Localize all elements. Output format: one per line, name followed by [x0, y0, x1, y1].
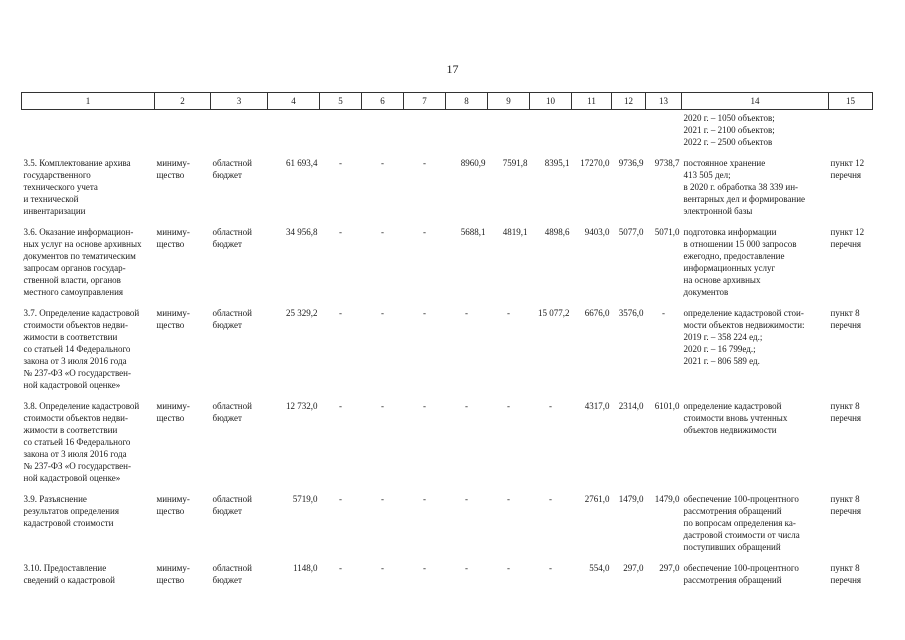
value-cell: - — [465, 494, 468, 504]
column-header: 13 — [646, 93, 682, 110]
value-cell: - — [381, 227, 384, 237]
value-cell: - — [549, 401, 552, 411]
activity-cell: 3.9. Разъяснение результатов определения кадастровой стоимости — [23, 494, 119, 528]
value-cell: 6101,0 — [654, 401, 680, 411]
reference-cell: пункт 8 перечня — [830, 308, 862, 330]
value-cell: - — [662, 308, 665, 318]
value-cell: - — [549, 494, 552, 504]
column-header: 15 — [829, 93, 873, 110]
result-cell: подготовка информации в отношении 15 000 запросов ежегодно, предоставление информационных услуг на основе архивных документов — [683, 227, 797, 297]
activity-cell: 3.5. Комплектование архива государственного технического учета и технической инвентаризации — [23, 158, 131, 216]
continuation-row — [22, 110, 873, 149]
value-cell: - — [507, 401, 510, 411]
value-cell: 4819,1 — [502, 227, 528, 237]
value-cell: - — [423, 158, 426, 168]
value-cell: 8960,9 — [460, 158, 486, 168]
table-row — [22, 553, 873, 586]
value-cell: 297,0 — [623, 563, 644, 573]
reference-cell: пункт 8 перечня — [830, 494, 862, 516]
value-cell: - — [423, 401, 426, 411]
executor-cell: миниму- щество — [156, 494, 190, 516]
value-cell: - — [381, 158, 384, 168]
reference-cell: пункт 8 перечня — [830, 401, 862, 423]
column-header: 14 — [682, 93, 829, 110]
value-cell: 9738,7 — [654, 158, 680, 168]
column-number-row — [22, 93, 873, 110]
source-cell: областной бюджет — [212, 308, 252, 330]
column-header: 11 — [572, 93, 612, 110]
table-row — [22, 148, 873, 217]
value-cell: 9403,0 — [584, 227, 610, 237]
total-cell: 1148,0 — [293, 563, 318, 573]
total-cell: 25 329,2 — [286, 308, 318, 318]
value-cell: 5071,0 — [654, 227, 680, 237]
reference-cell: пункт 12 перечня — [830, 158, 865, 180]
total-cell: 12 732,0 — [286, 401, 318, 411]
activity-cell: 3.10. Предоставление сведений о кадастровой — [23, 563, 115, 585]
value-cell: 297,0 — [659, 563, 680, 573]
value-cell: 1479,0 — [618, 494, 644, 504]
value-cell: - — [381, 563, 384, 573]
table-row — [22, 484, 873, 553]
value-cell: - — [339, 563, 342, 573]
column-header: 6 — [362, 93, 404, 110]
value-cell: - — [339, 494, 342, 504]
value-cell: 9736,9 — [618, 158, 644, 168]
total-cell: 34 956,8 — [286, 227, 318, 237]
value-cell: - — [339, 401, 342, 411]
value-cell: - — [339, 158, 342, 168]
program-table — [21, 92, 873, 586]
source-cell: областной бюджет — [212, 158, 252, 180]
value-cell: 4898,6 — [544, 227, 570, 237]
value-cell: 5688,1 — [460, 227, 486, 237]
reference-cell: пункт 12 перечня — [830, 227, 865, 249]
column-header: 1 — [22, 93, 155, 110]
activity-cell: 3.8. Определение кадастровой стоимости объектов недви- жимости в соответствии со статьей 16 Федерального закона от 3 июля 2016 года № 237-ФЗ «О государствен- ной кадастровой оценке» — [23, 401, 140, 483]
result-cell: обеспечение 100-процентного рассмотрения обращений по вопросам определения ка- дастровой стоимости от числа поступивших обращений — [683, 494, 800, 552]
table-row — [22, 391, 873, 484]
value-cell: 15 077,2 — [538, 308, 570, 318]
value-cell: - — [381, 308, 384, 318]
page-number: 17 — [446, 62, 459, 76]
column-header: 8 — [446, 93, 488, 110]
column-header: 9 — [488, 93, 530, 110]
table-row — [22, 298, 873, 391]
result-cell: обеспечение 100-процентного рассмотрения обращений — [683, 563, 799, 585]
value-cell: 7591,8 — [502, 158, 528, 168]
value-cell: 17270,0 — [580, 158, 610, 168]
value-cell: 5077,0 — [618, 227, 644, 237]
value-cell: 2761,0 — [584, 494, 610, 504]
value-cell: - — [507, 308, 510, 318]
value-cell: - — [381, 494, 384, 504]
total-cell: 61 693,4 — [286, 158, 318, 168]
value-cell: - — [423, 308, 426, 318]
value-cell: 3576,0 — [618, 308, 644, 318]
source-cell: областной бюджет — [212, 227, 252, 249]
value-cell: 554,0 — [589, 563, 610, 573]
value-cell: - — [339, 308, 342, 318]
value-cell: - — [381, 401, 384, 411]
table-row — [22, 217, 873, 298]
executor-cell: миниму- щество — [156, 563, 190, 585]
column-header: 3 — [211, 93, 268, 110]
executor-cell: миниму- щество — [156, 227, 190, 249]
value-cell: 2314,0 — [618, 401, 644, 411]
executor-cell: миниму- щество — [156, 308, 190, 330]
column-header: 5 — [320, 93, 362, 110]
value-cell: - — [423, 563, 426, 573]
column-header: 10 — [530, 93, 572, 110]
column-header: 2 — [155, 93, 211, 110]
source-cell: областной бюджет — [212, 494, 252, 516]
value-cell: - — [465, 308, 468, 318]
source-cell: областной бюджет — [212, 401, 252, 423]
value-cell: - — [465, 563, 468, 573]
value-cell: 8395,1 — [544, 158, 570, 168]
column-header: 4 — [268, 93, 320, 110]
value-cell: 6676,0 — [584, 308, 610, 318]
result-cell: постоянное хранение 413 505 дел; в 2020 г. обработка 38 339 ин- вентарных дел и формирование электронной базы — [683, 158, 805, 216]
value-cell: - — [339, 227, 342, 237]
value-cell: - — [549, 563, 552, 573]
value-cell: - — [423, 227, 426, 237]
result-cell: определение кадастровой стои- мости объектов недвижимости: 2019 г. – 358 224 ед.; 2020 г. – 16 799ед.; 2021 г. – 806 589 ед. — [683, 308, 805, 366]
value-cell: - — [423, 494, 426, 504]
value-cell: 1479,0 — [654, 494, 680, 504]
value-cell: - — [465, 401, 468, 411]
total-cell: 5719,0 — [292, 494, 318, 504]
value-cell: 4317,0 — [584, 401, 610, 411]
value-cell: - — [507, 494, 510, 504]
activity-cell: 3.6. Оказание информацион- ных услуг на основе архивных документов по тематическим запросам органов государ- ственной власти, органов местного самоуправления — [23, 227, 142, 297]
executor-cell: миниму- щество — [156, 158, 190, 180]
result-cell: определение кадастровой стоимости вновь учтенных объектов недвижимости — [683, 401, 788, 435]
reference-cell: пункт 8 перечня — [830, 563, 862, 585]
source-cell: областной бюджет — [212, 563, 252, 585]
executor-cell: миниму- щество — [156, 401, 190, 423]
column-header: 12 — [612, 93, 646, 110]
result-cell: 2020 г. – 1050 объектов; 2021 г. – 2100 объектов; 2022 г. – 2500 объектов — [683, 113, 775, 147]
column-header: 7 — [404, 93, 446, 110]
value-cell: - — [507, 563, 510, 573]
activity-cell: 3.7. Определение кадастровой стоимости объектов недви- жимости в соответствии со статьей 14 Федерального закона от 3 июля 2016 года № 237-ФЗ «О государствен- ной кадастровой оценке» — [23, 308, 140, 390]
